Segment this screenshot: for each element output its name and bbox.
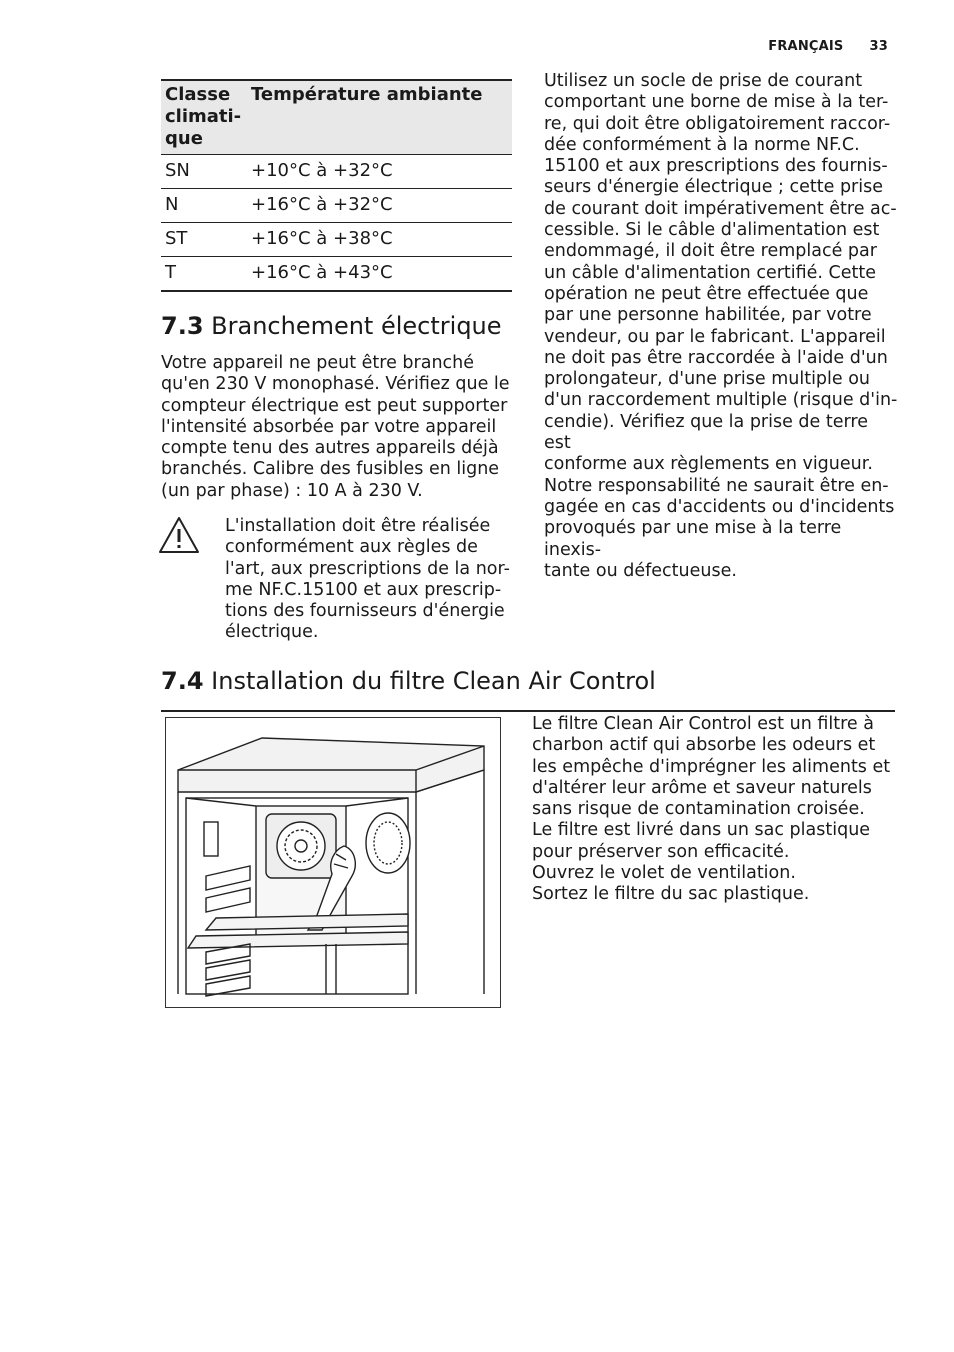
table-header-temperature: Température ambiante [247, 80, 512, 155]
table-row: T +16°C à +43°C [161, 257, 512, 292]
fridge-filter-illustration [165, 717, 501, 1008]
warning-icon [158, 516, 200, 554]
filter-paragraph: Le filtre Clean Air Control est un filtre à charbon actif qui absorbe les odeurs et les empêche d'imprégner les aliments et d'altérer leur arôme et saveur naturels sans risque de contamination croisée. Le filtre est livré dans un sac plastique pour préserver son efficacité. Ouvrez le volet de ventilation. Sortez le filtre du sac plastique. [532, 714, 891, 905]
section-divider [161, 710, 895, 712]
table-header-class: Classe climati- que [161, 80, 247, 155]
page-number: 33 [869, 39, 888, 54]
earthing-paragraph: Utilisez un socle de prise de courant comportant une borne de mise à la ter- re, qui doit être obligatoirement raccor- dée conformément à la norme NF.C. 15100 et aux prescriptions des fournis- seurs d'énergie électrique ; cette prise de courant doit impérativement être ac- cessible. Si le câble d'alimentation est endommagé, il doit être remplacé par un câble d'alimentation certifié. Cette opération ne peut être effectuée que par une personne habilitée, par votre vendeur, ou par le fabricant. L'appareil ne doit pas être raccordée à l'aide d'un prolongateur, d'une prise multiple ou d'un raccordement multiple (risque d'in- cendie). Vérifiez que la prise de terre est conforme aux règlements en vigueur. Notre responsabilité ne saurait être en- gagée en cas d'accidents ou d'incidents provoqués par une mise à la terre inexis- tante ou défectueuse. [544, 71, 898, 581]
section-7-4-heading: 7.4 Installation du filtre Clean Air Control [161, 667, 656, 695]
warning-text: L'installation doit être réalisée conformément aux règles de l'art, aux prescriptions de la nor- me NF.C.15100 et aux prescrip- tions des fournisseurs d'énergie électrique. [225, 516, 510, 643]
table-row: ST +16°C à +38°C [161, 223, 512, 257]
section-7-3-heading: 7.3 Branchement électrique [161, 312, 502, 340]
table-row: SN +10°C à +32°C [161, 155, 512, 189]
table-row: N +16°C à +32°C [161, 189, 512, 223]
header-language: FRANÇAIS [768, 39, 844, 54]
page-header [768, 39, 888, 54]
table-header-row [161, 80, 512, 155]
climate-class-table [161, 79, 512, 292]
electrical-paragraph: Votre appareil ne peut être branché qu'en 230 V monophasé. Vérifiez que le compteur électrique est peut supporter l'intensité absorbée par votre appareil compte tenu des autres appareils déjà branchés. Calibre des fusibles en ligne (un par phase) : 10 A à 230 V. [161, 353, 510, 501]
